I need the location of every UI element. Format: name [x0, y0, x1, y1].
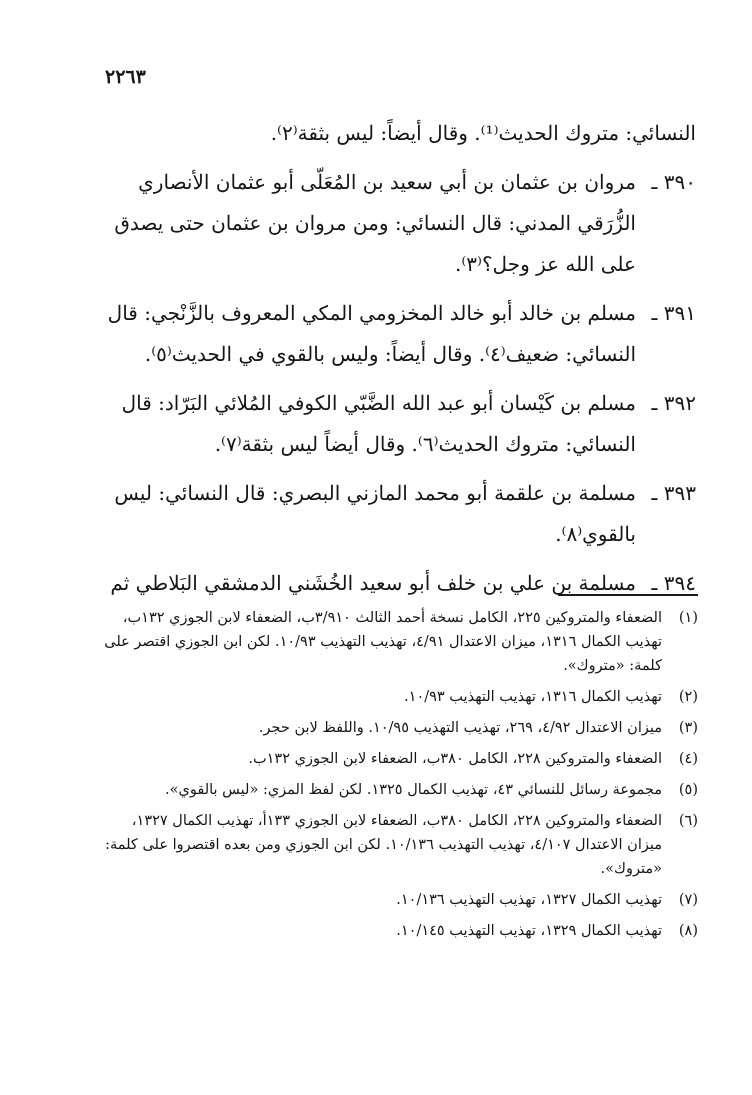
footnote-text: الضعفاء والمتروكين ٢٢٥، الكامل نسخة أحمد الثالث ٣/٩١٠ب، الضعفاء لابن الجوزي ١٣٢ب، تهذيب الكمال ١٣١٦، ميزان الاعتدال ٤/٩١، تهذيب التهذيب ١٠/٩٣. لكن ابن الجوزي اقتصر على كلمة: «متروك». [104, 610, 662, 674]
footnote-text: تهذيب الكمال ١٣٢٩، تهذيب التهذيب ١٠/١٤٥. [396, 923, 662, 939]
entry-392 [100, 383, 696, 465]
footnote-number: (١) [678, 610, 698, 626]
entry-393 [100, 473, 696, 555]
entry-number: ٣٩٣ ـ [651, 481, 696, 505]
entry-text: النسائي: متروك الحديث⁽¹⁾. وقال أيضاً: ليس بثقة⁽٢⁾. [270, 121, 696, 145]
footnote-number: (٤) [678, 751, 698, 767]
footnote-separator [558, 594, 698, 596]
entry-text: مسلم بن خالد أبو خالد المخزومي المكي المعروف بالزَّنْجي: قال النسائي: ضعيف⁽٤⁾. وقال أيضاً: وليس بالقوي في الحديث⁽٥⁾. [107, 301, 636, 366]
page-number: ٢٢٦٣ [105, 66, 146, 88]
footnote-6 [102, 809, 698, 881]
footnote-number: (٣) [678, 720, 698, 736]
footnotes-section [102, 594, 698, 943]
footnote-number: (٨) [678, 923, 698, 939]
entry-number: ٣٩٠ ـ [651, 170, 696, 194]
footnote-number: (٧) [678, 892, 698, 908]
footnote-text: مجموعة رسائل للنسائي ٤٣، تهذيب الكمال ١٣٢٥. لكن لفظ المزي: «ليس بالقوي». [165, 782, 662, 798]
entry-number: ٣٩٢ ـ [651, 391, 696, 415]
footnote-number: (٢) [678, 689, 698, 705]
entry-text: مسلمة بن علقمة أبو محمد المازني البصري: قال النسائي: ليس بالقوي⁽٨⁾. [114, 481, 636, 546]
main-text [100, 113, 696, 604]
entry-number: ٣٩٤ ـ [651, 571, 696, 595]
footnote-text: تهذيب الكمال ١٣١٦، تهذيب التهذيب ١٠/٩٣. [404, 689, 662, 705]
footnote-number: (٥) [678, 782, 698, 798]
entry-text: مسلمة بن علي بن خلف أبو سعيد الخُشَني الدمشقي البَلاطي ثم [110, 571, 636, 595]
footnote-4 [102, 747, 698, 771]
entry-391 [100, 293, 696, 375]
footnote-text: تهذيب الكمال ١٣٢٧، تهذيب التهذيب ١٠/١٣٦. [396, 892, 662, 908]
entry-text: مسلم بن كَيْسان أبو عبد الله الضَّبّي الكوفي المُلائي البَرّاد: قال النسائي: متروك الحديث⁽٦⁾. وقال أيضاً ليس بثقة⁽٧⁾. [121, 391, 636, 456]
footnote-text: الضعفاء والمتروكين ٢٢٨، الكامل ٣٨٠ب، الضعفاء لابن الجوزي ١٣٣أ، تهذيب الكمال ١٣٢٧، ميزان الاعتدال ٤/١٠٧، تهذيب التهذيب ١٠/١٣٦. لكن ابن الجوزي ومن بعده اقتصروا على كلمة: «متروك». [105, 813, 662, 877]
entry-number: ٣٩١ ـ [651, 301, 696, 325]
footnote-text: ميزان الاعتدال ٤/٩٢، ٢٦٩، تهذيب التهذيب ١٠/٩٥. واللفظ لابن حجر. [258, 720, 662, 736]
footnote-2 [102, 685, 698, 709]
footnote-7 [102, 888, 698, 912]
footnote-text: الضعفاء والمتروكين ٢٢٨، الكامل ٣٨٠ب، الضعفاء لابن الجوزي ١٣٢ب. [248, 751, 662, 767]
entry-text: مروان بن عثمان بن أبي سعيد بن المُعَلّى أبو عثمان الأنصاري الزُّرَقي المدني: قال النسائي: ومن مروان بن عثمان حتى يصدق على الله عز وجل؟⁽٣⁾. [114, 170, 636, 276]
entry-390 [100, 162, 696, 285]
footnote-5 [102, 778, 698, 802]
entry-continuation [100, 113, 696, 154]
footnote-number: (٦) [678, 813, 698, 829]
footnote-1 [102, 606, 698, 678]
footnote-8 [102, 919, 698, 943]
footnote-3 [102, 716, 698, 740]
